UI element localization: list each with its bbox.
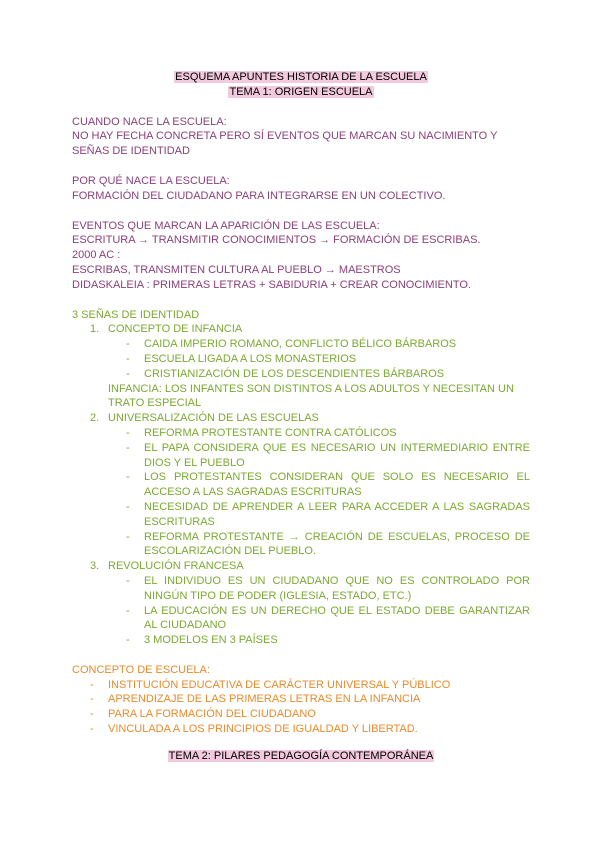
section-eventos-line: ESCRITURA → TRANSMITIR CONOCIMIENTOS → FORMACIÓN DE ESCRIBAS. xyxy=(72,234,481,247)
senas-sub-item: - LOS PROTESTANTES CONSIDERAN QUE SOLO ES NECESARIO EL ACCESO A LAS SAGRADAS ESCRITURAS xyxy=(126,471,530,499)
concepto-item: - INSTITUCIÓN EDUCATIVA DE CARÁCTER UNIVERSAL Y PÚBLICO xyxy=(90,678,451,691)
doc-title: ESQUEMA APUNTES HISTORIA DE LA ESCUELA xyxy=(175,71,427,83)
section-concepto xyxy=(72,663,530,737)
concepto-item: - VINCULADA A LOS PRINCIPIOS DE IGUALDAD Y LIBERTAD. xyxy=(90,723,418,736)
section-concepto-heading: CONCEPTO DE ESCUELA: xyxy=(72,663,210,676)
doc-title-line xyxy=(72,70,530,85)
section-eventos-line: 2000 AC : xyxy=(72,249,121,262)
doc-subtitle-line xyxy=(72,85,530,100)
section-senas-heading: 3 SEÑAS DE IDENTIDAD xyxy=(72,308,200,321)
section-porque-heading: POR QUÉ NACE LA ESCUELA: xyxy=(72,174,230,187)
senas-item xyxy=(72,411,530,426)
senas-sub-item: - EL PAPA CONSIDERA QUE ES NECESARIO UN INTERMEDIARIO ENTRE DIOS Y EL PUEBLO xyxy=(126,441,530,469)
senas-item-note: INFANCIA: LOS INFANTES SON DISTINTOS A LOS ADULTOS Y NECESITAN UN TRATO ESPECIAL xyxy=(108,382,514,410)
senas-sub-item: - REFORMA PROTESTANTE → CREACIÓN DE ESCUELAS, PROCESO DE ESCOLARIZACIÓN DEL PUEBLO. xyxy=(126,530,530,558)
senas-sub-item: - EL INDIVIDUO ES UN CIUDADANO QUE NO ES CONTROLADO POR NINGÚN TIPO DE PODER (IGLESIA, ESTADO, ETC.) xyxy=(126,574,530,602)
section-eventos xyxy=(72,219,530,293)
section-cuando-heading: CUANDO NACE LA ESCUELA: xyxy=(72,115,227,128)
section-eventos-line: DIDASKALEIA : PRIMERAS LETRAS + SABIDURIA + CREAR CONOCIMIENTO. xyxy=(72,278,471,291)
senas-item-label: UNIVERSALIZACIÓN DE LAS ESCUELAS xyxy=(108,412,319,425)
concepto-item: - APRENDIZAJE DE LAS PRIMERAS LETRAS EN LA INFANCIA xyxy=(90,693,421,706)
footer-title-line xyxy=(72,749,530,764)
senas-sub-item: - ESCUELA LIGADA A LOS MONASTERIOS xyxy=(126,352,357,365)
senas-item-number: 2. xyxy=(90,412,100,425)
senas-sub-item: - NECESIDAD DE APRENDER A LEER PARA ACCEDER A LAS SAGRADAS ESCRITURAS xyxy=(126,500,530,528)
concepto-list xyxy=(72,678,530,737)
concepto-item: - PARA LA FORMACIÓN DEL CIUDADANO xyxy=(90,708,316,721)
section-porque xyxy=(72,174,530,204)
senas-sub-list xyxy=(72,426,530,559)
senas-sub-item: - CAIDA IMPERIO ROMANO, CONFLICTO BÉLICO BÁRBAROS xyxy=(126,338,457,351)
senas-sub-item: - REFORMA PROTESTANTE CONTRA CATÓLICOS xyxy=(126,426,397,439)
section-cuando-text: NO HAY FECHA CONCRETA PERO SÍ EVENTOS QUE MARCAN SU NACIMIENTO Y SEÑAS DE IDENTIDAD xyxy=(72,130,498,158)
footer-title: TEMA 2: PILARES PEDAGOGÍA CONTEMPORÁNEA xyxy=(168,749,434,762)
section-eventos-line: ESCRIBAS, TRANSMITEN CULTURA AL PUEBLO → MAESTROS xyxy=(72,263,401,276)
senas-item-number: 1. xyxy=(90,323,100,336)
senas-item xyxy=(72,322,530,337)
senas-item-label: CONCEPTO DE INFANCIA xyxy=(108,323,243,336)
section-eventos-heading: EVENTOS QUE MARCAN LA APARICIÓN DE LAS ESCUELA: xyxy=(72,219,380,232)
senas-sub-item: - LA EDUCACIÓN ES UN DERECHO QUE EL ESTADO DEBE GARANTIZAR AL CIUDADANO xyxy=(126,604,530,632)
senas-sub-list xyxy=(72,337,530,381)
senas-sub-item: - 3 MODELOS EN 3 PAÍSES xyxy=(126,634,278,647)
section-cuando xyxy=(72,115,530,159)
senas-item xyxy=(72,559,530,574)
doc-subtitle: TEMA 1: ORIGEN ESCUELA xyxy=(229,85,373,98)
senas-sub-item: - CRISTIANIZACIÓN DE LOS DESCENDIENTES BÁRBAROS xyxy=(126,367,445,380)
section-porque-text: FORMACIÓN DEL CIUDADANO PARA INTEGRARSE EN UN COLECTIVO. xyxy=(72,189,446,202)
senas-list xyxy=(72,322,530,648)
section-senas xyxy=(72,308,530,648)
senas-item-label: REVOLUCIÓN FRANCESA xyxy=(108,560,244,573)
senas-sub-list xyxy=(72,574,530,648)
senas-item-number: 3. xyxy=(90,560,100,573)
